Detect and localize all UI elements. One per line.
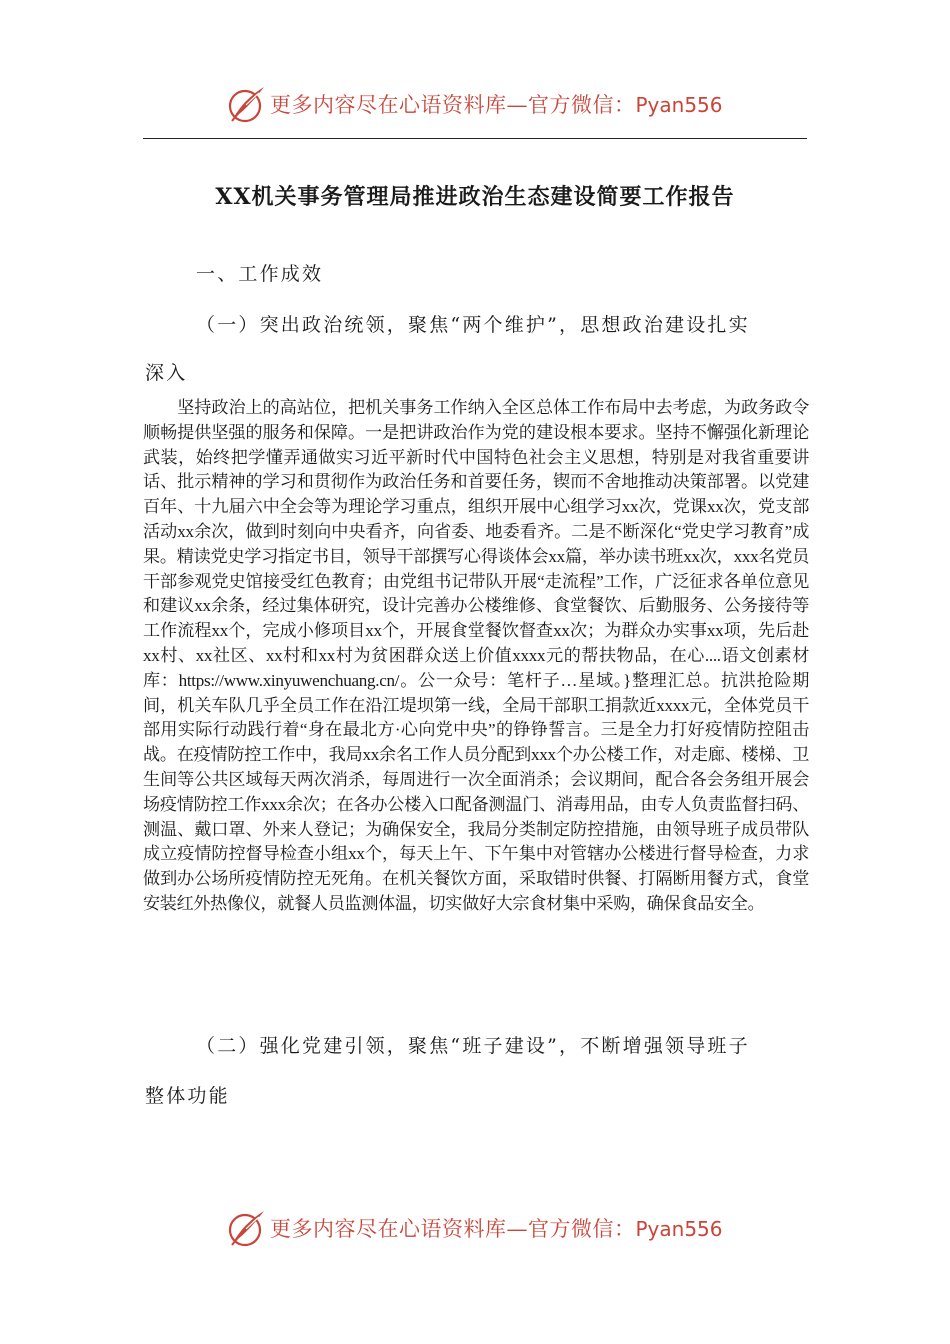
footer-banner-text <box>270 1213 723 1243</box>
document-title: XX机关事务管理局推进政治生态建设简要工作报告 <box>215 184 735 210</box>
header-wechat-id: Pyan556 <box>635 93 723 117</box>
subsection-heading-2-line1: （二）强化党建引领，聚焦“班子建设”，不断增强领导班子 <box>196 1035 750 1057</box>
footer-banner-label: 更多内容尽在心语资料库—官方微信： <box>270 1217 636 1241</box>
subsection-heading-1-line1: （一）突出政治统领，聚焦“两个维护”，思想政治建设扎实 <box>196 314 750 336</box>
body-paragraph-1: 坚持政治上的高站位，把机关事务工作纳入全区总体工作布局中去考虑，为政务政令顺畅提供坚强的服务和保障。一是把讲政治作为党的建设根本要求。坚持不懈强化新理论武装，始终把学懂弄通做实习近平新时代中国特色社会主义思想，特别是对我省重要讲话、批示精神的学习和贯彻作为政治任务和首要任务，锲而不舍地推动决策部署。以党建百年、十九届六中全会等为理论学习重点，组织开展中心组学习xx次，党课xx次，党支部活动xx余次，做到时刻向中央看齐，向省委、地委看齐。二是不断深化“党史学习教育”成果。精读党史学习指定书目，领导干部撰写心得谈体会xx篇，举办读书班xx次，xxx名党员干部参观党史馆接受红色教育；由党组书记带队开展“走流程”工作，广泛征求各单位意见和建议xx余条，经过集体研究，设计完善办公楼维修、食堂餐饮、后勤服务、公务接待等工作流程xx个，完成小修项目xx个，开展食堂餐饮督查xx次；为群众办实事xx项，先后赴xx村、xx社区、xx村和xx村为贫困群众送上价值xxxx元的帮扶物品，在心....语文创素材库：https://www.xinyuwenchuang.cn/。公一众号：笔杆子…星域。}整理汇总。抗洪抢险期间，机关车队几乎全员工作在沿江堤坝第一线，全局干部职工捐款近xxxx元，全体党员干部用实际行动践行着“身在最北方·心向党中央”的铮铮誓言。三是全力打好疫情防控阻击战。在疫情防控工作中，我局xx余名工作人员分配到xxx个办公楼工作，对走廊、楼梯、卫生间等公共区域每天两次消杀，每周进行一次全面消杀；会议期间，配合各会务组开展会场疫情防控工作xxx余次；在各办公楼入口配备测温门、消毒用品，由专人负责监督扫码、测温、戴口罩、外来人登记；为确保安全，我局分类制定防控措施，由领导班子成员带队成立疫情防控督导检查小组xx个，每天上午、下午集中对管辖办公楼进行督导检查，力求做到办公场所疫情防控无死角。在机关餐饮方面，采取错时供餐、打隔断用餐方式，食堂安装红外热像仪，就餐人员监测体温，切实做好大宗食材集中采购，确保食品安全。 <box>143 398 809 913</box>
header-divider <box>143 138 807 139</box>
header-banner-label: 更多内容尽在心语资料库—官方微信： <box>270 93 636 117</box>
footer-banner <box>226 1206 723 1250</box>
footer-wechat-id: Pyan556 <box>635 1217 723 1241</box>
section-heading-1: 一、工作成效 <box>196 263 324 285</box>
subsection-heading-1-line2: 深入 <box>145 362 188 384</box>
header-banner-text <box>270 89 723 119</box>
quill-logo-icon <box>226 83 268 125</box>
quill-logo-icon <box>226 1207 268 1249</box>
header-banner <box>226 82 723 126</box>
subsection-heading-2-line2: 整体功能 <box>145 1085 230 1107</box>
